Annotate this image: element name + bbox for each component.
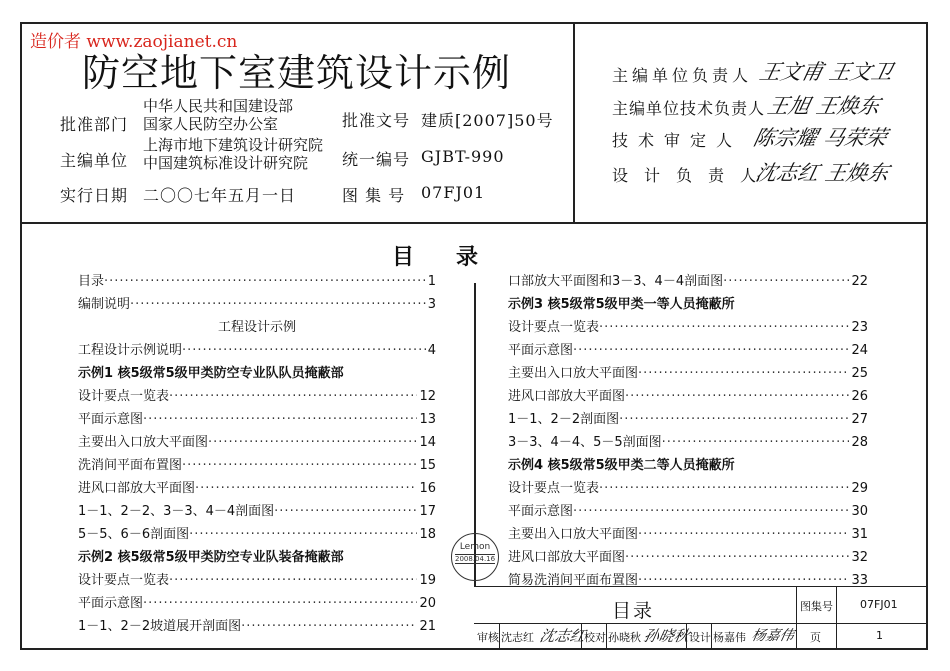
toc-entry-label: 5－5、6－6剖面图 (78, 527, 190, 542)
toc-leader-dots (638, 523, 849, 546)
toc-entry-label: 设计要点一览表 (508, 481, 600, 496)
title-block-atlas-label: 图集号 (800, 600, 833, 613)
toc-entry-label: 主要出入口放大平面图 (508, 527, 639, 542)
responsible-signature: 沈志红 王焕东 (753, 161, 892, 185)
review-name: 沈志红 (501, 631, 534, 644)
toc-entry (78, 431, 436, 454)
toc-entry (78, 500, 436, 523)
toc-group-heading: 工程设计示例 (217, 320, 296, 335)
toc-leader-dots (169, 385, 417, 408)
title-block-rule (711, 623, 712, 650)
toc-entry-page: 31 (851, 527, 868, 542)
toc-leader-dots (241, 615, 417, 638)
toc-entry-label: 进风口部放大平面图 (78, 481, 196, 496)
toc-entry-label: 平面示意图 (78, 412, 144, 427)
toc-entry (78, 523, 436, 546)
toc-entry-label: 平面示意图 (508, 343, 574, 358)
toc-leader-dots (130, 293, 426, 316)
toc-entry (78, 408, 436, 431)
page-label: 页 (810, 631, 821, 644)
toc-entry (508, 270, 868, 293)
toc-entry (78, 477, 436, 500)
toc-entry-page: 13 (419, 412, 436, 427)
toc-entry (508, 362, 868, 385)
title-block-rule (836, 586, 837, 650)
stamp-line1: Lemon (459, 542, 491, 552)
toc-leader-dots (573, 339, 849, 362)
toc-entry-label: 3－3、4－4、5－5剖面图 (508, 435, 662, 450)
toc-leader-dots (189, 523, 417, 546)
toc-leader-dots (143, 592, 417, 615)
toc-entry-page: 22 (851, 274, 868, 289)
toc-leader-dots (208, 431, 417, 454)
title-block-mid-rule (474, 623, 928, 624)
editor-unit-label: 主编单位 (60, 151, 129, 170)
toc-leader-dots (619, 408, 849, 431)
effective-date-value: 二〇〇七年五月一日 (143, 186, 297, 205)
toc-entry-page: 26 (851, 389, 868, 404)
toc-entry-label: 设计要点一览表 (78, 389, 170, 404)
approve-dept-label: 批准部门 (60, 115, 129, 134)
toc-leader-dots (182, 454, 417, 477)
toc-section-heading: 示例3 核5级常5级甲类一等人员掩蔽所 (508, 297, 735, 312)
title-block-top-rule (474, 586, 928, 587)
unified-no-value: GJBT-990 (421, 147, 505, 166)
title-block-rule (499, 623, 500, 650)
responsible-label: 设计负责人 (612, 166, 773, 185)
title-block-rule (581, 623, 582, 650)
editor-unit-line1: 上海市地下建筑设计研究院 (143, 136, 324, 154)
toc-left-column (78, 270, 436, 638)
toc-entry-page: 25 (851, 366, 868, 381)
toc-leader-dots (182, 339, 426, 362)
toc-entry-page: 32 (851, 550, 868, 565)
toc-entry (78, 454, 436, 477)
review-label: 审核 (477, 631, 499, 644)
check-signature: 孙晓秋 (641, 627, 691, 645)
toc-entry-label: 口部放大平面图和3－3、4－4剖面图 (508, 274, 724, 289)
toc-right-column (508, 270, 868, 592)
toc-section-heading: 示例4 核5级常5级甲类二等人员掩蔽所 (508, 458, 735, 473)
toc-entry-label: 1－1、2－2坡道展开剖面图 (78, 619, 242, 634)
toc-entry (508, 316, 868, 339)
stamp-seal (451, 533, 499, 581)
title-block-rule (686, 623, 687, 650)
toc-entry-page: 27 (851, 412, 868, 427)
toc-entry-page: 12 (419, 389, 436, 404)
toc-entry-page: 17 (419, 504, 436, 519)
toc-entry (508, 339, 868, 362)
approve-dept-line2: 国家人民防空办公室 (143, 115, 279, 133)
atlas-no-label: 图 集 号 (342, 186, 406, 205)
toc-leader-dots (723, 270, 849, 293)
toc-entry (78, 615, 436, 638)
toc-entry (78, 569, 436, 592)
toc-leader-dots (638, 362, 849, 385)
toc-entry-page: 29 (851, 481, 868, 496)
approve-dept-line1: 中华人民共和国建设部 (143, 97, 294, 115)
title-block-atlas-value: 07FJ01 (860, 598, 898, 611)
responsible-signature: 王文甫 王文卫 (757, 60, 896, 84)
toc-entry (508, 431, 868, 454)
approve-doc-label: 批准文号 (342, 111, 411, 130)
toc-entry-page: 24 (851, 343, 868, 358)
approve-doc-value: 建质[2007]50号 (421, 111, 554, 130)
responsible-label: 主编单位负责人 (612, 66, 753, 85)
toc-leader-dots (599, 316, 849, 339)
toc-leader-dots (195, 477, 417, 500)
toc-leader-dots (625, 546, 849, 569)
toc-entry-label: 进风口部放大平面图 (508, 550, 626, 565)
toc-section-heading: 示例2 核5级常5级甲类防空专业队装备掩蔽部 (78, 550, 344, 565)
toc-entry-page: 1 (427, 274, 436, 289)
toc-section-heading: 示例1 核5级常5级甲类防空专业队队员掩蔽部 (78, 366, 344, 381)
toc-entry-label: 编制说明 (78, 297, 131, 312)
toc-entry (78, 339, 436, 362)
toc-entry-label: 洗消间平面布置图 (78, 458, 183, 473)
toc-leader-dots (599, 477, 849, 500)
toc-entry-label: 平面示意图 (508, 504, 574, 519)
check-name: 孙晓秋 (608, 631, 641, 644)
toc-entry-label: 进风口部放大平面图 (508, 389, 626, 404)
toc-leader-dots (573, 500, 849, 523)
responsible-signature: 王旭 王焕东 (765, 94, 883, 118)
toc-leader-dots (104, 270, 426, 293)
toc-entry (78, 385, 436, 408)
toc-entry-label: 平面示意图 (78, 596, 144, 611)
toc-entry (78, 293, 436, 316)
check-label: 校对 (584, 631, 606, 644)
toc-entry-page: 33 (851, 573, 868, 588)
toc-entry (508, 385, 868, 408)
toc-entry (508, 500, 868, 523)
toc-entry-page: 14 (419, 435, 436, 450)
toc-entry-page: 15 (419, 458, 436, 473)
toc-leader-dots (274, 500, 417, 523)
toc-entry-page: 18 (419, 527, 436, 542)
toc-entry (508, 408, 868, 431)
toc-entry-page: 21 (419, 619, 436, 634)
unified-no-label: 统一编号 (342, 150, 411, 169)
toc-entry-page: 19 (419, 573, 436, 588)
editor-unit-line2: 中国建筑标准设计研究院 (143, 154, 309, 172)
toc-entry-page: 3 (427, 297, 436, 312)
toc-entry-label: 简易洗消间平面布置图 (508, 573, 639, 588)
toc-leader-dots (143, 408, 417, 431)
toc-leader-dots (662, 431, 850, 454)
toc-entry (508, 523, 868, 546)
watermark-text: 造价者 www.zaojianet.cn (30, 32, 238, 52)
toc-entry-page: 4 (427, 343, 436, 358)
toc-leader-dots (625, 385, 849, 408)
header-vertical-divider (573, 22, 575, 222)
toc-entry-label: 设计要点一览表 (508, 320, 600, 335)
toc-entry-page: 28 (851, 435, 868, 450)
stamp-line2: 2008.04.16 (455, 555, 496, 563)
header-divider (20, 222, 928, 224)
review-signature: 沈志红 (537, 627, 587, 645)
atlas-no-value: 07FJ01 (421, 183, 486, 202)
toc-entry-label: 主要出入口放大平面图 (78, 435, 209, 450)
toc-entry-page: 20 (419, 596, 436, 611)
design-name: 杨嘉伟 (713, 631, 746, 644)
toc-entry-label: 设计要点一览表 (78, 573, 170, 588)
toc-leader-dots (169, 569, 417, 592)
responsible-label: 技术审定人 (612, 131, 743, 150)
toc-entry-label: 1－1、2－2剖面图 (508, 412, 620, 427)
page-title: 防空地下室建筑设计示例 (82, 51, 512, 95)
title-block-rule (796, 586, 797, 650)
toc-entry-page: 16 (419, 481, 436, 496)
toc-entry-label: 工程设计示例说明 (78, 343, 183, 358)
toc-entry-label: 目录 (78, 274, 105, 289)
toc-entry (508, 546, 868, 569)
toc-entry-label: 1－1、2－2、3－3、4－4剖面图 (78, 504, 275, 519)
responsible-signature: 陈宗耀 马荣荣 (751, 126, 890, 150)
toc-entry-page: 30 (851, 504, 868, 519)
effective-date-label: 实行日期 (60, 186, 129, 205)
design-signature: 杨嘉伟 (750, 628, 796, 644)
toc-entry-page: 23 (851, 320, 868, 335)
toc-entry-label: 主要出入口放大平面图 (508, 366, 639, 381)
design-label: 设计 (689, 631, 711, 644)
toc-leader-dots (638, 569, 849, 592)
toc-entry (78, 592, 436, 615)
title-block-title: 目录 (612, 600, 655, 622)
toc-entry (508, 569, 868, 592)
title-block-rule (606, 623, 607, 650)
toc-entry (508, 477, 868, 500)
toc-entry (78, 270, 436, 293)
responsible-label: 主编单位技术负责人 (612, 99, 766, 118)
page-number: 1 (876, 629, 883, 642)
toc-title: 目录 (392, 245, 521, 270)
